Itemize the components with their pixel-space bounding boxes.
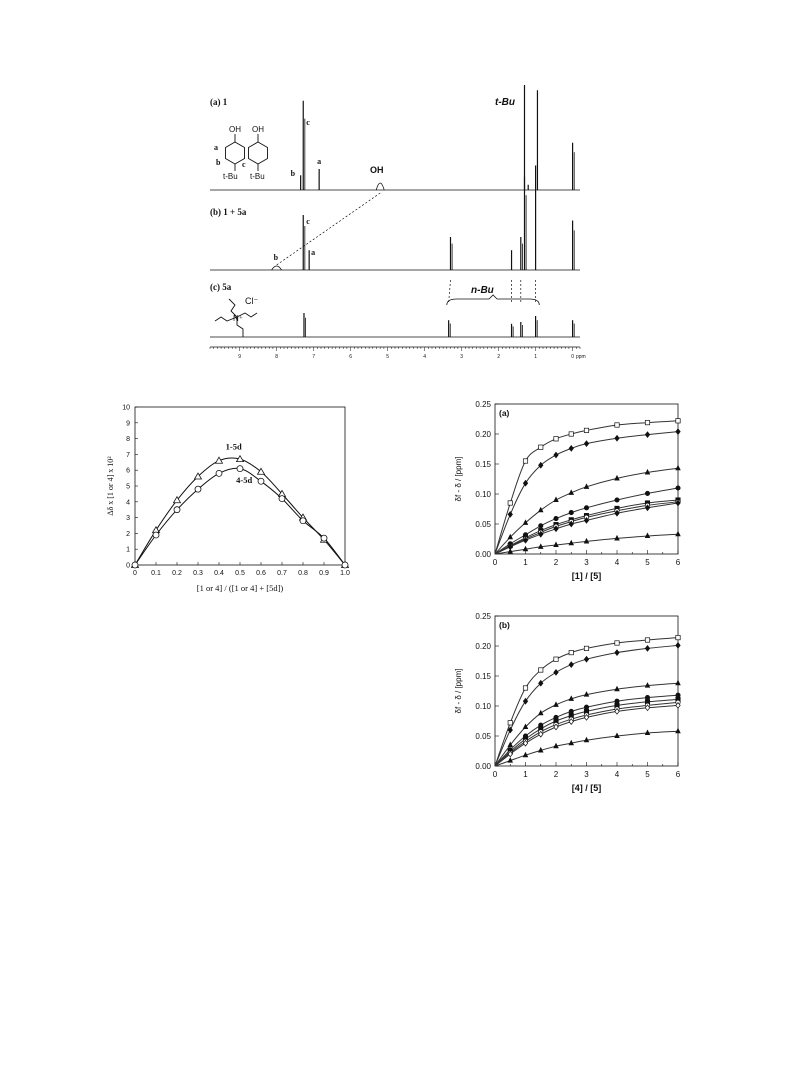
data-point-2	[676, 466, 680, 470]
data-point-0	[645, 638, 649, 642]
annotation-tbu: t-Bu	[495, 97, 515, 108]
ppm-tick-label: 1	[534, 354, 537, 360]
ppm-tick-label: 3	[460, 354, 463, 360]
data-point-1	[584, 441, 588, 447]
biphenol-structure	[214, 125, 268, 181]
x-tick-label: 0.6	[256, 570, 266, 577]
data-point-3	[645, 695, 649, 699]
spectrum-label-a: (a) 1	[210, 97, 228, 107]
nbu-shift-dotted-line-0	[449, 280, 451, 303]
data-point-0	[539, 668, 543, 672]
data-point-3	[615, 498, 619, 502]
y-tick-label: 0.00	[475, 550, 491, 559]
peak-label-b-c: c	[306, 216, 310, 226]
x-tick-label: 5	[645, 770, 650, 779]
point-4-5d	[258, 478, 264, 484]
y-axis-label: δf - δ / [ppm]	[454, 456, 463, 502]
data-point-1	[645, 646, 649, 652]
y-tick-label: 0.20	[475, 430, 491, 439]
structure-n: N⁺	[233, 314, 243, 323]
data-point-3	[584, 705, 588, 709]
peak-label-a-a: a	[317, 157, 322, 166]
ppm-tick-label: 5	[386, 354, 389, 360]
annotation-nbu: n-Bu	[471, 285, 494, 296]
structure-oh-right: OH	[252, 125, 264, 134]
data-point-0	[523, 459, 527, 463]
ppm-tick-label: 7	[312, 354, 315, 360]
x-tick-label: 0.7	[277, 570, 287, 577]
data-point-1	[569, 446, 573, 452]
ppm-tick-label: 2	[497, 354, 500, 360]
data-point-2	[676, 681, 680, 685]
data-point-0	[508, 721, 512, 725]
x-tick-label: 6	[675, 770, 681, 779]
y-tick-label: 8	[126, 436, 130, 444]
point-4-5d	[216, 470, 222, 476]
data-point-0	[569, 432, 573, 436]
spectrum-label-b: (b) 1 + 5a	[210, 207, 247, 217]
x-tick-label: 4	[614, 770, 620, 779]
data-point-0	[584, 428, 588, 432]
data-point-0	[584, 646, 588, 650]
data-point-7	[676, 532, 680, 536]
spectrum-label-c: (c) 5a	[210, 282, 232, 292]
y-tick-label: 9	[126, 420, 130, 428]
peak-label-b-a: a	[311, 248, 316, 257]
nmr-spectra-figure	[195, 85, 590, 360]
ppm-tick-label: 9	[238, 354, 241, 360]
point-4-5d	[237, 466, 243, 472]
data-point-1	[554, 670, 558, 676]
peak-label-a-b: b	[290, 169, 296, 178]
y-tick-label: 1	[126, 546, 130, 554]
x-tick-label: 3	[584, 558, 589, 567]
plot-frame	[495, 404, 678, 554]
benzene-ring-right	[249, 142, 268, 164]
x-tick-label: 0.9	[319, 570, 329, 577]
peak-a-3	[376, 183, 384, 190]
data-point-7	[676, 729, 680, 733]
y-tick-label: 0.15	[475, 672, 491, 681]
ammonium-structure	[215, 296, 258, 337]
y-axis-label: Δδ x [1 or 4] x 10²	[106, 456, 115, 516]
data-point-3	[584, 506, 588, 510]
titration-plot-a	[440, 398, 690, 583]
x-axis-label: [4] / [5]	[571, 783, 602, 793]
data-point-3	[569, 510, 573, 514]
data-point-0	[523, 686, 527, 690]
x-axis-label: [1 or 4] / ([1 or 4] + [5d])	[196, 583, 284, 593]
data-point-3	[554, 516, 558, 520]
structure-label-a: a	[214, 143, 218, 152]
plot-frame	[135, 407, 345, 565]
data-point-0	[569, 650, 573, 654]
structure-oh-left: OH	[229, 125, 241, 134]
peak-label-b-b: b	[273, 253, 279, 262]
data-point-0	[554, 437, 558, 441]
data-point-1	[676, 643, 680, 649]
x-tick-label: 0	[492, 770, 498, 779]
peak-b-2	[272, 266, 282, 270]
x-tick-label: 4	[614, 558, 620, 567]
y-tick-label: 0.20	[475, 642, 491, 651]
y-tick-label: 10	[122, 404, 130, 412]
x-axis-label: [1] / [5]	[571, 571, 602, 581]
oh-shift-dotted-line	[277, 193, 381, 265]
data-point-0	[676, 419, 680, 423]
series-label-1-5d: 1-5d	[225, 441, 242, 452]
x-tick-label: 2	[553, 770, 559, 779]
annotation-oh: OH	[370, 165, 384, 175]
x-tick-label: 0	[492, 558, 498, 567]
structure-label-c: c	[242, 160, 246, 169]
x-tick-label: 0.8	[298, 570, 308, 577]
ppm-tick-label: 0	[571, 354, 574, 360]
data-point-3	[645, 491, 649, 495]
y-tick-label: 0.05	[475, 732, 491, 741]
data-point-1	[584, 656, 588, 662]
y-tick-label: 3	[126, 515, 130, 523]
ppm-tick-label: 6	[349, 354, 352, 360]
data-point-1	[676, 429, 680, 435]
y-tick-label: 0.00	[475, 762, 491, 771]
job-plot	[95, 395, 365, 610]
point-4-5d	[174, 507, 180, 513]
y-tick-label: 4	[126, 499, 130, 507]
peak-label-a-c: c	[306, 117, 310, 127]
x-tick-label: 1	[523, 558, 528, 567]
data-point-1	[508, 512, 512, 518]
panel-label: (a)	[499, 408, 510, 418]
titration-plot-b	[440, 610, 690, 795]
data-point-0	[508, 501, 512, 505]
point-4-5d	[321, 535, 327, 541]
y-tick-label: 2	[126, 530, 130, 538]
data-point-1	[615, 650, 619, 656]
data-point-0	[554, 657, 558, 661]
point-4-5d	[195, 486, 201, 492]
x-tick-label: 0.5	[235, 570, 245, 577]
data-point-0	[645, 420, 649, 424]
data-point-2	[523, 520, 527, 524]
y-tick-label: 0.15	[475, 460, 491, 469]
point-4-5d	[153, 532, 159, 538]
x-tick-label: 2	[553, 558, 559, 567]
y-tick-label: 6	[126, 467, 130, 475]
x-tick-label: 0.3	[193, 570, 203, 577]
data-point-3	[615, 699, 619, 703]
y-tick-label: 0.25	[475, 400, 491, 409]
point-4-5d	[132, 562, 138, 568]
data-point-1	[615, 435, 619, 441]
data-point-1	[645, 432, 649, 438]
point-4-5d	[342, 562, 348, 568]
x-tick-label: 0.1	[151, 570, 161, 577]
x-tick-label: 5	[645, 558, 650, 567]
point-4-5d	[279, 496, 285, 502]
x-tick-label: 6	[675, 558, 681, 567]
series-label-4-5d: 4-5d	[236, 474, 253, 485]
ppm-tick-label: 8	[275, 354, 278, 360]
x-tick-label: 1	[523, 770, 528, 779]
data-point-3	[676, 693, 680, 697]
data-point-0	[539, 445, 543, 449]
fit-curve-6	[495, 503, 678, 554]
y-tick-label: 0.10	[475, 490, 491, 499]
y-tick-label: 0.05	[475, 520, 491, 529]
data-point-0	[676, 635, 680, 639]
nbu-brace	[447, 295, 540, 305]
ppm-tick-label: 4	[423, 354, 426, 360]
x-tick-label: 0	[133, 570, 137, 577]
y-tick-label: 5	[126, 483, 130, 491]
x-tick-label: 0.2	[172, 570, 182, 577]
data-point-3	[676, 486, 680, 490]
data-point-3	[569, 709, 573, 713]
data-point-3	[539, 524, 543, 528]
y-tick-label: 0	[126, 562, 130, 570]
data-point-0	[615, 423, 619, 427]
y-tick-label: 0.10	[475, 702, 491, 711]
data-point-1	[569, 662, 573, 668]
x-tick-label: 0.4	[214, 570, 224, 577]
panel-label: (b)	[499, 620, 510, 630]
y-tick-label: 7	[126, 451, 130, 459]
ppm-unit-label: ppm	[576, 354, 586, 360]
structure-tbu-right: t-Bu	[250, 172, 265, 181]
data-point-0	[615, 641, 619, 645]
x-tick-label: 1.0	[340, 570, 350, 577]
x-tick-label: 3	[584, 770, 589, 779]
structure-label-b: b	[216, 158, 221, 167]
y-axis-label: δf - δ / [ppm]	[454, 668, 463, 714]
y-tick-label: 0.25	[475, 612, 491, 621]
point-4-5d	[300, 518, 306, 524]
structure-tbu-left: t-Bu	[223, 172, 238, 181]
structure-cl: Cl⁻	[245, 296, 259, 306]
fit-curve-7	[495, 731, 678, 766]
data-point-1	[554, 452, 558, 458]
